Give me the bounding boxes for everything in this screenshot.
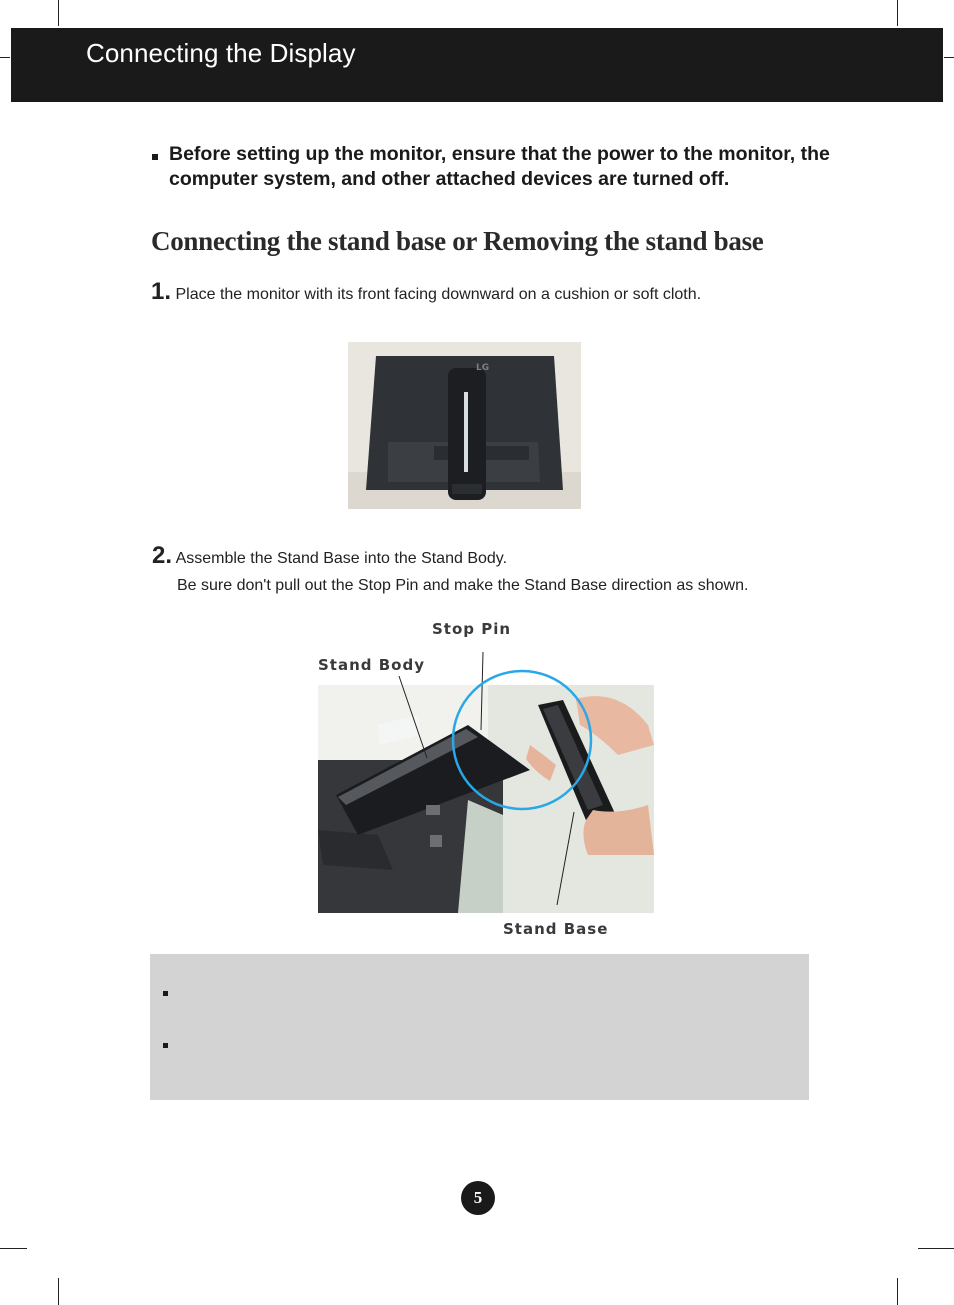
step-1 <box>151 278 701 306</box>
stand-body-callout: Stand Body <box>318 656 425 674</box>
step-text: Assemble the Stand Base into the Stand Body. <box>175 550 508 567</box>
step-2-subtext: Be sure don't pull out the Stop Pin and make the Stand Base direction as shown. <box>177 577 749 594</box>
crop-mark <box>0 57 10 58</box>
stand-assembly-photo <box>318 685 654 913</box>
page-header-title: Connecting the Display <box>86 38 356 68</box>
step-number: 2. <box>152 542 173 569</box>
monitor-face-down-photo <box>348 342 581 509</box>
note-box <box>150 954 809 1100</box>
notice-text: Before setting up the monitor, ensure that the power to the monitor, the computer system, and other attached devices are turned off. <box>169 143 830 190</box>
crop-mark <box>918 1248 954 1249</box>
step-number: 1. <box>151 278 172 305</box>
crop-mark <box>58 0 59 26</box>
bullet-icon <box>163 1043 168 1048</box>
crop-mark <box>58 1278 59 1305</box>
step-2 <box>152 542 507 570</box>
stop-pin-callout: Stop Pin <box>432 620 512 638</box>
power-off-notice <box>152 142 832 192</box>
lg-logo: LG <box>476 363 490 373</box>
bullet-icon <box>163 991 168 996</box>
stand-base-callout: Stand Base <box>503 920 609 938</box>
page-number: 5 <box>461 1181 495 1215</box>
bullet-icon <box>152 154 158 160</box>
section-title: Connecting the stand base or Removing the stand base <box>151 226 764 256</box>
step-text: Place the monitor with its front facing downward on a cushion or soft cloth. <box>175 286 702 303</box>
crop-mark <box>0 1248 27 1249</box>
crop-mark <box>944 57 954 58</box>
crop-mark <box>897 0 898 26</box>
crop-mark <box>897 1278 898 1305</box>
